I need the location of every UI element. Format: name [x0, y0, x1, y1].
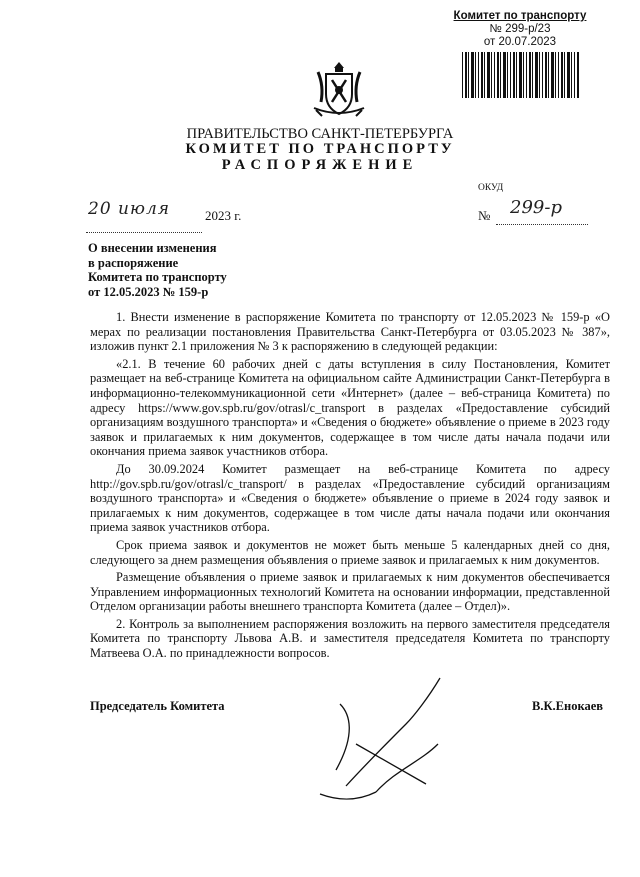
paragraph: «2.1. В течение 60 рабочих дней с даты вступления в силу Постановления, Комитет размещает на веб-странице Комитета на официальном сайте Администрации Санкт-Петербурга в информационно-телекоммуникационной сети «Интернет» (далее – веб-страница Комитета) по адресу https://www.gov.spb.ru/gov/otrasl/c_transport в разделах «Предоставление субсидий организациям воздушного транспорта» и «Сведения о бюджете» объявление о приеме в 2023 году заявок и прилагаемых к ним документов, содержащее в том числе даты начала подачи или окончания приема заявок участников отбора.	[90, 356, 610, 459]
subject-line: Комитета по транспорту	[88, 270, 227, 285]
paragraph: 1. Внести изменение в распоряжение Комитета по транспорту от 12.05.2023 № 159-р «О мерах по реализации постановления Правительства Санкт-Петербурга от 03.05.2023 № 387», изложив пункт 2.1 приложения № 3 к распоряжению в следующей редакции:	[90, 310, 610, 354]
coat-of-arms-icon	[308, 58, 370, 120]
subject-line: в распоряжение	[88, 255, 179, 270]
committee-name: КОМИТЕТ ПО ТРАНСПОРТУ	[185, 141, 455, 157]
okud-label: ОКУД	[478, 183, 504, 193]
subject-block	[88, 241, 227, 299]
signatory-name: В.К.Енокаев	[532, 699, 604, 713]
paragraph: Срок приема заявок и документов не может быть меньше 5 календарных дней со дня, следующего за днем размещения объявления о приеме заявок и прилагаемых к ним документов.	[90, 537, 610, 567]
barcode	[462, 52, 580, 98]
number-sign: №	[478, 208, 491, 223]
paragraph: 2. Контроль за выполнением распоряжения возложить на первого заместителя председателя Комитета по транспорту Львова А.В. и заместителя председателя Комитета по транспорту Матвеева О.А. по принадлежности вопросов.	[90, 616, 610, 661]
year-label: 2023 г.	[205, 208, 242, 223]
handwritten-signature	[316, 674, 446, 808]
stamp-number: № 299-р/23	[489, 23, 551, 35]
number-underline	[496, 222, 588, 225]
subject-line: О внесении изменения	[88, 241, 217, 255]
registration-stamp	[452, 10, 588, 49]
document-body	[90, 310, 610, 664]
stamp-org: Комитет по транспорту	[453, 10, 587, 22]
signatory-title: Председатель Комитета	[90, 699, 225, 713]
date-underline	[86, 218, 202, 233]
government-name: ПРАВИТЕЛЬСТВО САНКТ-ПЕТЕРБУРГА	[186, 126, 454, 142]
subject-line: от 12.05.2023 № 159-р	[88, 284, 209, 299]
document-type: РАСПОРЯЖЕНИЕ	[221, 157, 419, 173]
paragraph: Размещение объявления о приеме заявок и прилагаемых к ним документов обеспечивается Управлением информационных технологий Комитета на основании информации, представленной Отделом организации работы внешнего транспорта Комитета (далее – Отдел)».	[90, 570, 610, 614]
number-handwritten: 299-р	[510, 197, 562, 218]
paragraph: До 30.09.2024 Комитет размещает на веб-странице Комитета по адресу http://gov.spb.ru/gov/otrasl/c_transport/ в разделах «Предоставление субсидий организациям воздушного транспорта» и «Сведения о бюджете» объявление о приеме в 2024 году заявок и прилагаемых к ним документов, содержащее в том числе даты начала подачи или окончания приема заявок участников отбора.	[90, 461, 610, 535]
date-handwritten: 20 июля	[88, 199, 171, 219]
stamp-date: от 20.07.2023	[483, 36, 557, 48]
